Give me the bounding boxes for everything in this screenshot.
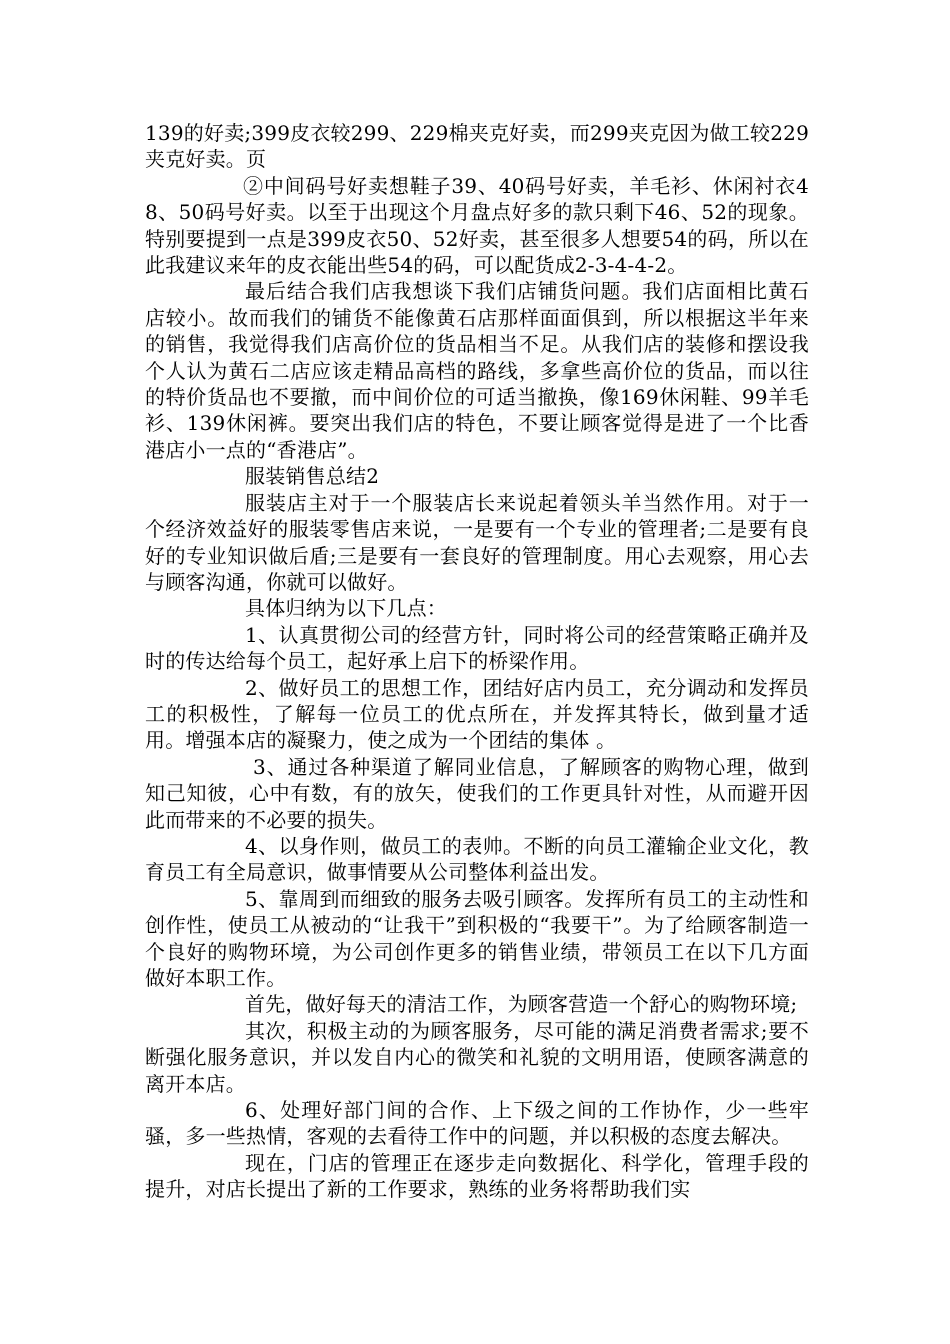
- paragraph-10: 4、以身作则，做员工的表帅。不断的向员工灌输企业文化，教育员工有全局意识，做事情要从公司整体利益出发。: [145, 833, 809, 885]
- document-body: [145, 120, 809, 1203]
- paragraph-14: 6、处理好部门间的合作、上下级之间的工作协作，少一些牢骚，多一些热情，客观的去看待工作中的问题，并以积极的态度去解决。: [145, 1098, 809, 1149]
- paragraph-15: 现在，门店的管理正在逐步走向数据化、科学化，管理手段的提升，对店长提出了新的工作要求，熟练的业务将帮助我们实: [145, 1150, 809, 1202]
- paragraph-11: 5、靠周到而细致的服务去吸引顾客。发挥所有员工的主动性和创作性，使员工从被动的“让我干”到积极的“我要干”。为了给顾客制造一个良好的购物环境，为公司创作更多的销售业绩，带领员工在以下几方面做好本职工作。: [145, 886, 809, 990]
- paragraph-5: 服装店主对于一个服装店长来说起着领头羊当然作用。对于一个经济效益好的服装零售店来说，一是要有一个专业的管理者;二是要有良好的专业知识做后盾;三是要有一套良好的管理制度。用心去观察，用心去与顾客沟通，你就可以做好。: [145, 490, 809, 594]
- paragraph-13: 其次，积极主动的为顾客服务，尽可能的满足消费者需求;要不断强化服务意识，并以发自内心的微笑和礼貌的文明用语，使顾客满意的离开本店。: [145, 1018, 809, 1096]
- paragraph-7: 1、认真贯彻公司的经营方针，同时将公司的经营策略正确并及时的传达给每个员工，起好承上启下的桥梁作用。: [145, 622, 809, 674]
- paragraph-9: 3、通过各种渠道了解同业信息，了解顾客的购物心理，做到知己知彼，心中有数，有的放矢，使我们的工作更具针对性，从而避开因此而带来的不必要的损失。: [145, 754, 809, 832]
- section-heading: 服装销售总结2: [245, 464, 380, 489]
- paragraph-12: 首先，做好每天的清洁工作，为顾客营造一个舒心的购物环境;: [245, 992, 798, 1017]
- paragraph-2: ②中间码号好卖想鞋子39、40码号好卖，羊毛衫、休闲衬衣48、50码号好卖。以至于出现这个月盘点好多的款只剩下46、52的现象。特别要提到一点是399皮衣50、52好卖，甚至很多人想要54的码，所以在此我建议来年的皮衣能出些54的码，可以配货成2-3-4-4-2。: [145, 173, 809, 278]
- paragraph-6: 具体归纳为以下几点：: [245, 596, 447, 621]
- paragraph-8: 2、做好员工的思想工作，团结好店内员工，充分调动和发挥员工的积极性，了解每一位员工的优点所在，并发挥其特长，做到量才适用。增强本店的凝聚力，使之成为一个团结的集体 。: [145, 675, 809, 753]
- paragraph-1: 139的好卖;399皮衣较299、229棉夹克好卖，而299夹克因为做工较229夹克好卖。页: [145, 121, 809, 172]
- paragraph-3: 最后结合我们店我想谈下我们店铺货问题。我们店面相比黄石店较小。故而我们的铺货不能像黄石店那样面面俱到，所以根据这半年来的销售，我觉得我们店高价位的货品相当不足。从我们店的装修和摆设我个人认为黄石二店应该走精品高档的路线，多拿些高价位的货品，而以往的特价货品也不要撤，而中间价位的可适当撤换，像169休闲鞋、99羊毛衫、139休闲裤。要突出我们店的特色，不要让顾客觉得是进了一个比香港店小一点的“香港店”。: [145, 279, 809, 462]
